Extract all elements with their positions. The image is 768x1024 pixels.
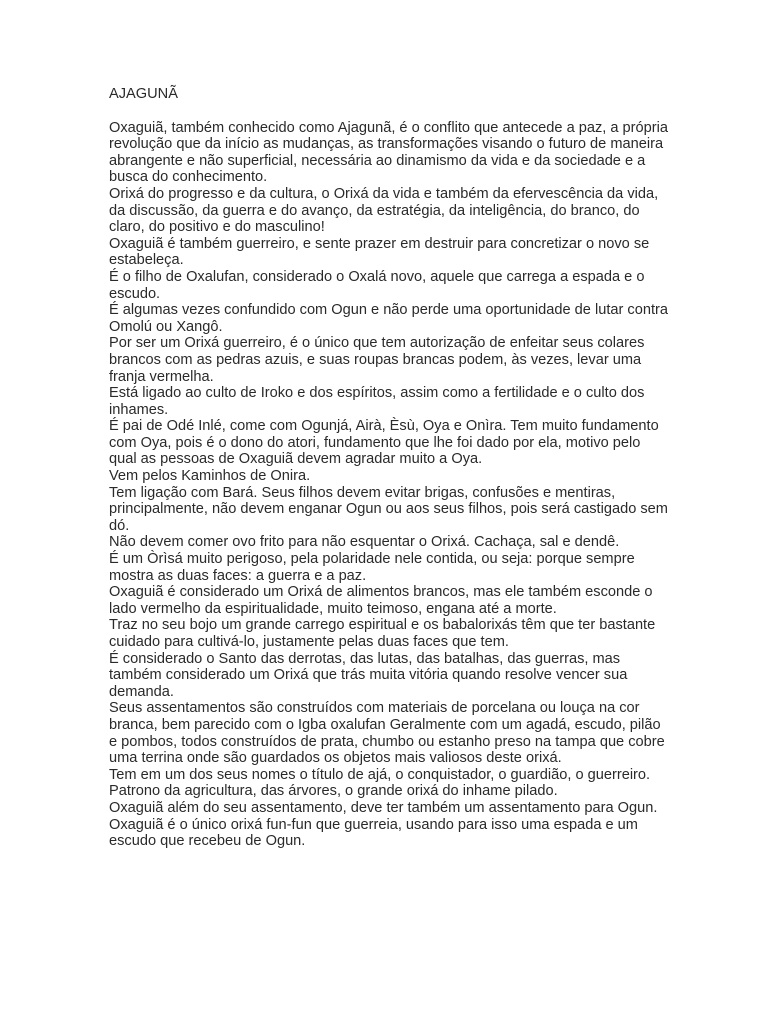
paragraph: Não devem comer ovo frito para não esquentar o Orixá. Cachaça, sal e dendê.	[109, 534, 620, 551]
paragraph: Tem ligação com Bará. Seus filhos devem evitar brigas, confusões e mentiras, principalmente, não devem enganar Ogun ou aos seus filhos, pois será castigado sem dó.	[109, 484, 668, 534]
paragraph: É um Òrìsá muito perigoso, pela polaridade nele contida, ou seja: porque sempre mostra as duas faces: a guerra e a paz.	[109, 551, 635, 584]
paragraph: Oxaguiã é também guerreiro, e sente prazer em destruir para concretizar o novo se estabeleça.	[109, 235, 650, 269]
paragraph: Seus assentamentos são construídos com materiais de porcelana ou louça na cor branca, bem parecido com o Igba oxalufan Geralmente com um agadá, escudo, pilão e pombos, todos construídos de prata, chumbo ou estanho preso na tampa que cobre uma terrina onde são guardados os objetos mais valiosos deste orixá.	[109, 700, 665, 767]
document-title: AJAGUNÃ	[109, 86, 178, 102]
paragraph: Oxaguiã além do seu assentamento, deve ter também um assentamento para Ogun.	[109, 799, 658, 816]
paragraph: É considerado o Santo das derrotas, das lutas, das batalhas, das guerras, mas também considerado um Orixá que trás muita vitória quando resolve vencer sua demanda.	[109, 650, 628, 700]
document-body	[109, 86, 669, 850]
paragraph: É algumas vezes confundido com Ogun e não perde uma oportunidade de lutar contra Omolú ou Xangô.	[109, 302, 668, 335]
paragraph: Está ligado ao culto de Iroko e dos espíritos, assim como a fertilidade e o culto dos inhames.	[109, 385, 645, 418]
paragraph: Tem em um dos seus nomes o título de ajá, o conquistador, o guardião, o guerreiro.	[109, 766, 651, 783]
paragraph: Oxaguiã é considerado um Orixá de alimentos brancos, mas ele também esconde o lado vermelho da espiritualidade, muito teimoso, engana até a morte.	[109, 584, 653, 617]
paragraph: Por ser um Orixá guerreiro, é o único que tem autorização de enfeitar seus colares brancos com as pedras azuis, e suas roupas brancas podem, às vezes, levar uma franja vermelha.	[109, 335, 645, 385]
paragraph: É o filho de Oxalufan, considerado o Oxalá novo, aquele que carrega a espada e o escudo.	[109, 268, 645, 302]
paragraph: Oxaguiã é o único orixá fun-fun que guerreia, usando para isso uma espada e um escudo que recebeu de Ogun.	[109, 816, 638, 850]
paragraph: Traz no seu bojo um grande carrego espiritual e os babalorixás têm que ter bastante cuidado para cultivá-lo, justamente pelas duas faces que tem.	[109, 617, 656, 650]
paragraph: Orixá do progresso e da cultura, o Orixá da vida e também da efervescência da vida, da discussão, da guerra e do avanço, da estratégia, da inteligência, do branco, do claro, do positivo e do masculino!	[109, 185, 659, 236]
paragraph: É pai de Odé Inlé, come com Ogunjá, Airà, Èsù, Oya e Onìra. Tem muito fundamento com Oya, pois é o dono do atori, fundamento que lhe foi dado por ela, motivo pelo qual as pessoas de Oxaguiã devem agradar muito a Oya.	[109, 418, 659, 468]
paragraph: Vem pelos Kaminhos de Onira.	[109, 468, 311, 485]
paragraph: Oxaguiã, também conhecido como Ajagunã, é o conflito que antecede a paz, a própria revolução que da início as mudanças, as transformações visando o futuro de maneira abrangente e não superficial, necessária ao dinamismo da vida e da sociedade e a busca do conhecimento.	[109, 119, 668, 186]
paragraph: Patrono da agricultura, das árvores, o grande orixá do inhame pilado.	[109, 783, 558, 800]
